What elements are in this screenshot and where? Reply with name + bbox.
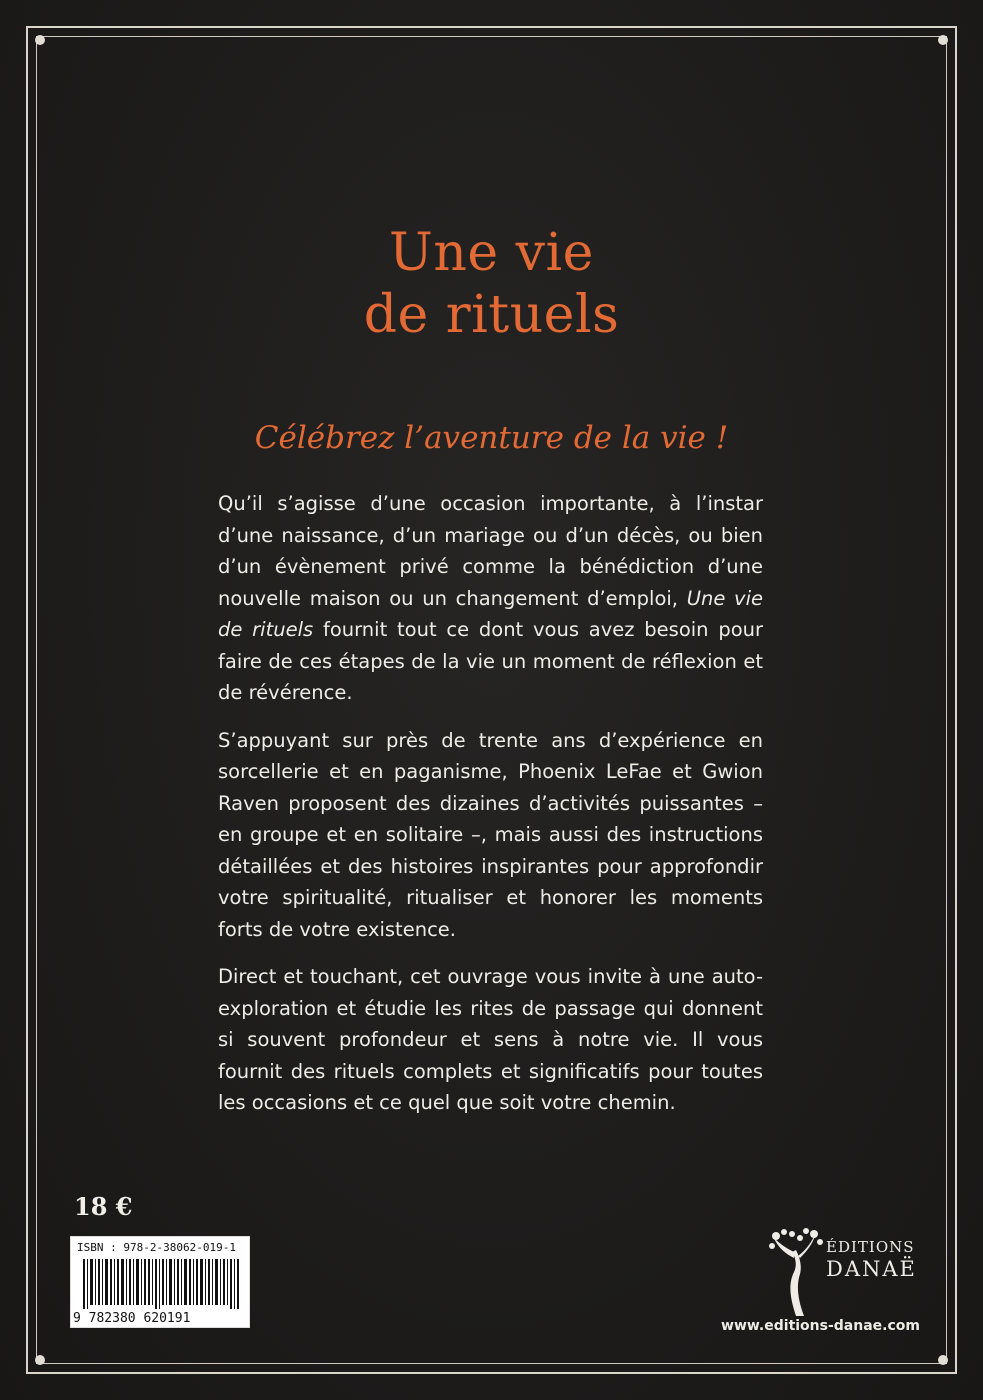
book-title-inline: Une vie de rituels [218,586,763,641]
tagline: Célébrez l’aventure de la vie ! [254,420,729,456]
publisher-line-1: ÉDITIONS [826,1238,915,1256]
ean-number: 9 782380 620191 [73,1311,191,1326]
publisher-logo [766,1228,916,1318]
tree-woman-logo-icon [766,1228,826,1318]
publisher-line-2: DANAË [826,1257,917,1281]
publisher-name [826,1236,917,1280]
corner-dot-bottom-right [938,1355,948,1365]
barcode [70,1236,250,1328]
publisher-website: www.editions-danae.com [721,1318,920,1334]
paragraph-2: S’appuyant sur près de trente ans d’expérience en sorcellerie et en paganisme, Phoenix LeFae et Gwion Raven proposent des dizaines d’activités puissantes – en groupe et en solitaire –, mais aussi des instructions détaillées et des histoires inspirantes pour approfondir votre spiritualité, ritualiser et honorer les moments forts de votre existence. [218,728,763,941]
corner-dot-top-left [35,35,45,45]
paragraph-1-end: fournit tout ce dont vous avez besoin pour faire de ces étapes de la vie un moment de réflexion et de révérence. [218,618,763,704]
corner-dot-bottom-left [35,1355,45,1365]
paragraph-3: Direct et touchant, cet ouvrage vous invite à une auto-exploration et étudie les rites de passage qui donnent si souvent profondeur et sens à notre vie. Il vous fournit des rituels complets et significatifs pour toutes les occasions et ce quel que soit votre chemin. [218,965,763,1114]
paragraph-1 [218,488,763,709]
title-line-2: de rituels [363,285,620,345]
price: 18 € [74,1192,133,1221]
barcode-bars [83,1259,239,1309]
corner-dot-top-right [938,35,948,45]
title-line-1: Une vie [389,223,594,283]
isbn-label: ISBN : 978-2-38062-019-1 [77,1241,236,1254]
paragraph-1-start: Qu’il s’agisse d’une occasion importante, à l’instar d’une naissance, d’un mariage ou d’un décès, ou bien d’un évènement privé comme la bénédiction d’une nouvelle maison ou un changement d’emploi, [218,492,763,610]
description [218,488,763,1135]
